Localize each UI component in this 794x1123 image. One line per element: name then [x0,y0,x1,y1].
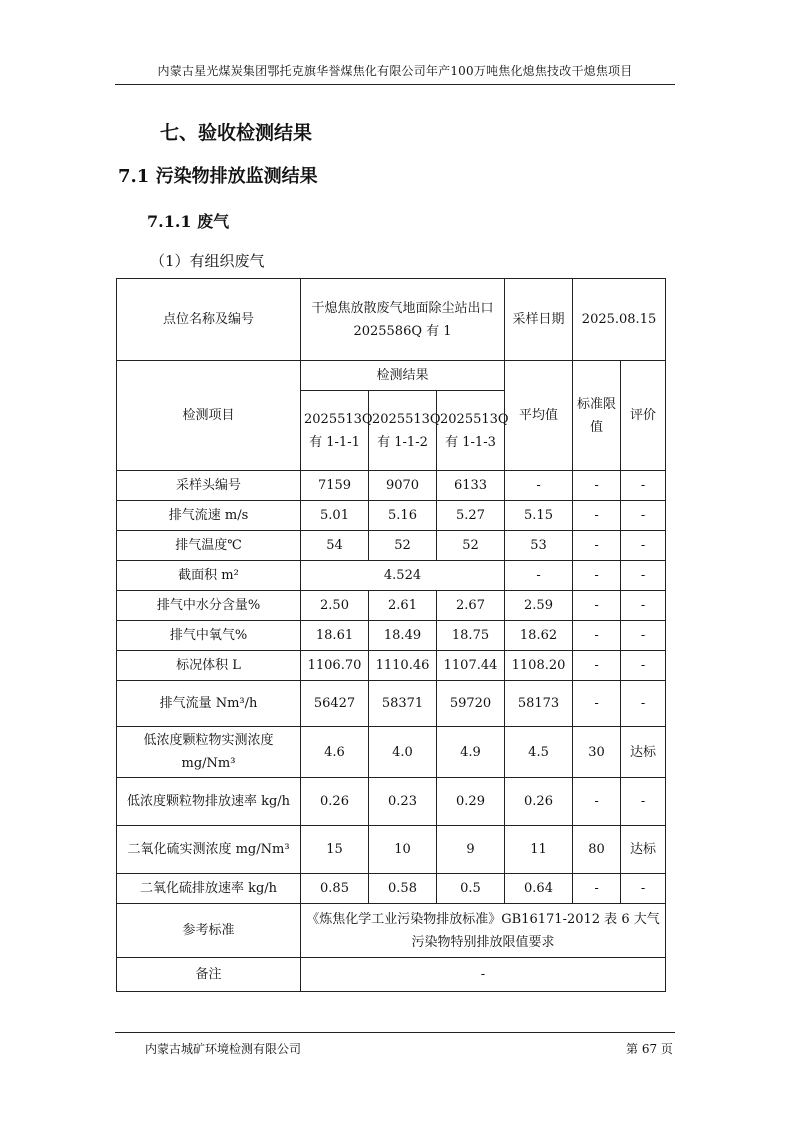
row-name: 截面积 m² [117,561,301,591]
row-value: 4.6 [301,727,369,778]
area-value: 4.524 [301,561,505,591]
item-heading: （1）有组织废气 [150,252,265,270]
row-value: 18.75 [437,621,505,651]
row-value: 59720 [437,681,505,727]
row-avg: 4.5 [505,727,573,778]
row-name: 排气中水分含量% [117,591,301,621]
table-row [117,471,666,501]
table-row [117,778,666,826]
row-value: 0.58 [369,874,437,904]
row-name: 采样头编号 [117,471,301,501]
row-eval: - [621,651,666,681]
table-row [117,621,666,651]
row-limit: - [573,501,621,531]
note-label: 备注 [117,958,301,992]
row-avg: - [505,471,573,501]
table-row [117,904,666,958]
row-limit: 30 [573,727,621,778]
table-row [117,958,666,992]
row-name: 二氧化硫排放速率 kg/h [117,874,301,904]
sample-id: 2025513Q 有 1-1-2 [369,391,437,471]
rows-group-a [117,471,666,561]
results-label: 检测结果 [301,361,505,391]
sample-id: 2025513Q 有 1-1-1 [301,391,369,471]
table-row [117,681,666,727]
row-avg: 58173 [505,681,573,727]
row-value: 5.01 [301,501,369,531]
row-eval: - [621,561,666,591]
table-row [117,279,666,361]
page-number: 第 67 页 [626,1042,673,1056]
date-value: 2025.08.15 [573,279,666,361]
row-value: 18.49 [369,621,437,651]
row-value: 7159 [301,471,369,501]
row-avg: 0.64 [505,874,573,904]
row-avg: 2.59 [505,591,573,621]
row-eval: - [621,531,666,561]
row-value: 0.26 [301,778,369,826]
footer-company: 内蒙古城矿环境检测有限公司 [145,1042,302,1056]
row-value: 52 [369,531,437,561]
row-limit: - [573,591,621,621]
ref-value: 《炼焦化学工业污染物排放标准》GB16171-2012 表 6 大气污染物特别排放限值要求 [301,904,666,958]
row-value: 56427 [301,681,369,727]
row-value: 10 [369,826,437,874]
row-value: 2.61 [369,591,437,621]
row-name: 低浓度颗粒物排放速率 kg/h [117,778,301,826]
subsubsection-heading: 7.1.1 废气 [147,212,230,231]
running-header: 内蒙古星光煤炭集团鄂托克旗华誉煤焦化有限公司年产100万吨焦化熄焦技改干熄焦项目 [157,64,633,78]
row-eval: 达标 [621,727,666,778]
row-name: 排气中氧气% [117,621,301,651]
row-name: 排气流量 Nm³/h [117,681,301,727]
row-name: 标况体积 L [117,651,301,681]
row-value: 4.9 [437,727,505,778]
row-value: 58371 [369,681,437,727]
row-eval: - [621,591,666,621]
row-name: 排气流速 m/s [117,501,301,531]
table-row [117,727,666,778]
row-value: 1106.70 [301,651,369,681]
row-avg: - [505,561,573,591]
row-limit: 80 [573,826,621,874]
row-avg: 53 [505,531,573,561]
point-code: 2025586Q 有 1 [353,323,452,339]
row-value: 9 [437,826,505,874]
sample-id: 2025513Q 有 1-1-3 [437,391,505,471]
row-eval: - [621,501,666,531]
row-value: 54 [301,531,369,561]
row-value: 0.29 [437,778,505,826]
row-limit: - [573,681,621,727]
row-eval: - [621,621,666,651]
row-eval: - [621,778,666,826]
row-value: 1110.46 [369,651,437,681]
row-eval: - [621,874,666,904]
footer-divider [115,1032,675,1033]
table-row [117,874,666,904]
results-table [116,278,666,992]
row-name: 低浓度颗粒物实测浓度 mg/Nm³ [117,727,301,778]
limit-label: 标准限值 [573,361,621,471]
eval-label: 评价 [621,361,666,471]
table-row [117,826,666,874]
row-name: 排气温度℃ [117,531,301,561]
rows-group-b [117,591,666,904]
table-row [117,651,666,681]
avg-label: 平均值 [505,361,573,471]
row-limit: - [573,471,621,501]
row-value: 0.85 [301,874,369,904]
table-row [117,591,666,621]
table-row [117,501,666,531]
row-eval: - [621,471,666,501]
point-name: 干熄焦放散废气地面除尘站出口 [311,300,494,316]
point-label: 点位名称及编号 [117,279,301,361]
row-value: 0.23 [369,778,437,826]
row-avg: 5.15 [505,501,573,531]
subsection-heading: 7.1 污染物排放监测结果 [118,166,318,187]
row-limit: - [573,651,621,681]
row-avg: 18.62 [505,621,573,651]
row-value: 5.16 [369,501,437,531]
row-value: 2.50 [301,591,369,621]
item-label: 检测项目 [117,361,301,471]
row-limit: - [573,874,621,904]
row-value: 0.5 [437,874,505,904]
point-value [301,279,505,361]
row-value: 4.0 [369,727,437,778]
row-value: 2.67 [437,591,505,621]
table-row [117,561,666,591]
note-value: - [301,958,666,992]
row-value: 1107.44 [437,651,505,681]
date-label: 采样日期 [505,279,573,361]
ref-label: 参考标准 [117,904,301,958]
table-row [117,531,666,561]
row-limit: - [573,778,621,826]
row-limit: - [573,531,621,561]
row-avg: 0.26 [505,778,573,826]
row-eval: - [621,681,666,727]
row-avg: 11 [505,826,573,874]
row-value: 6133 [437,471,505,501]
row-name: 二氧化硫实测浓度 mg/Nm³ [117,826,301,874]
table-row [117,361,666,391]
header-divider [115,84,675,85]
row-eval: 达标 [621,826,666,874]
row-limit: - [573,621,621,651]
row-value: 9070 [369,471,437,501]
row-avg: 1108.20 [505,651,573,681]
row-value: 52 [437,531,505,561]
row-value: 18.61 [301,621,369,651]
row-value: 5.27 [437,501,505,531]
row-value: 15 [301,826,369,874]
row-limit: - [573,561,621,591]
section-heading: 七、验收检测结果 [160,122,313,144]
